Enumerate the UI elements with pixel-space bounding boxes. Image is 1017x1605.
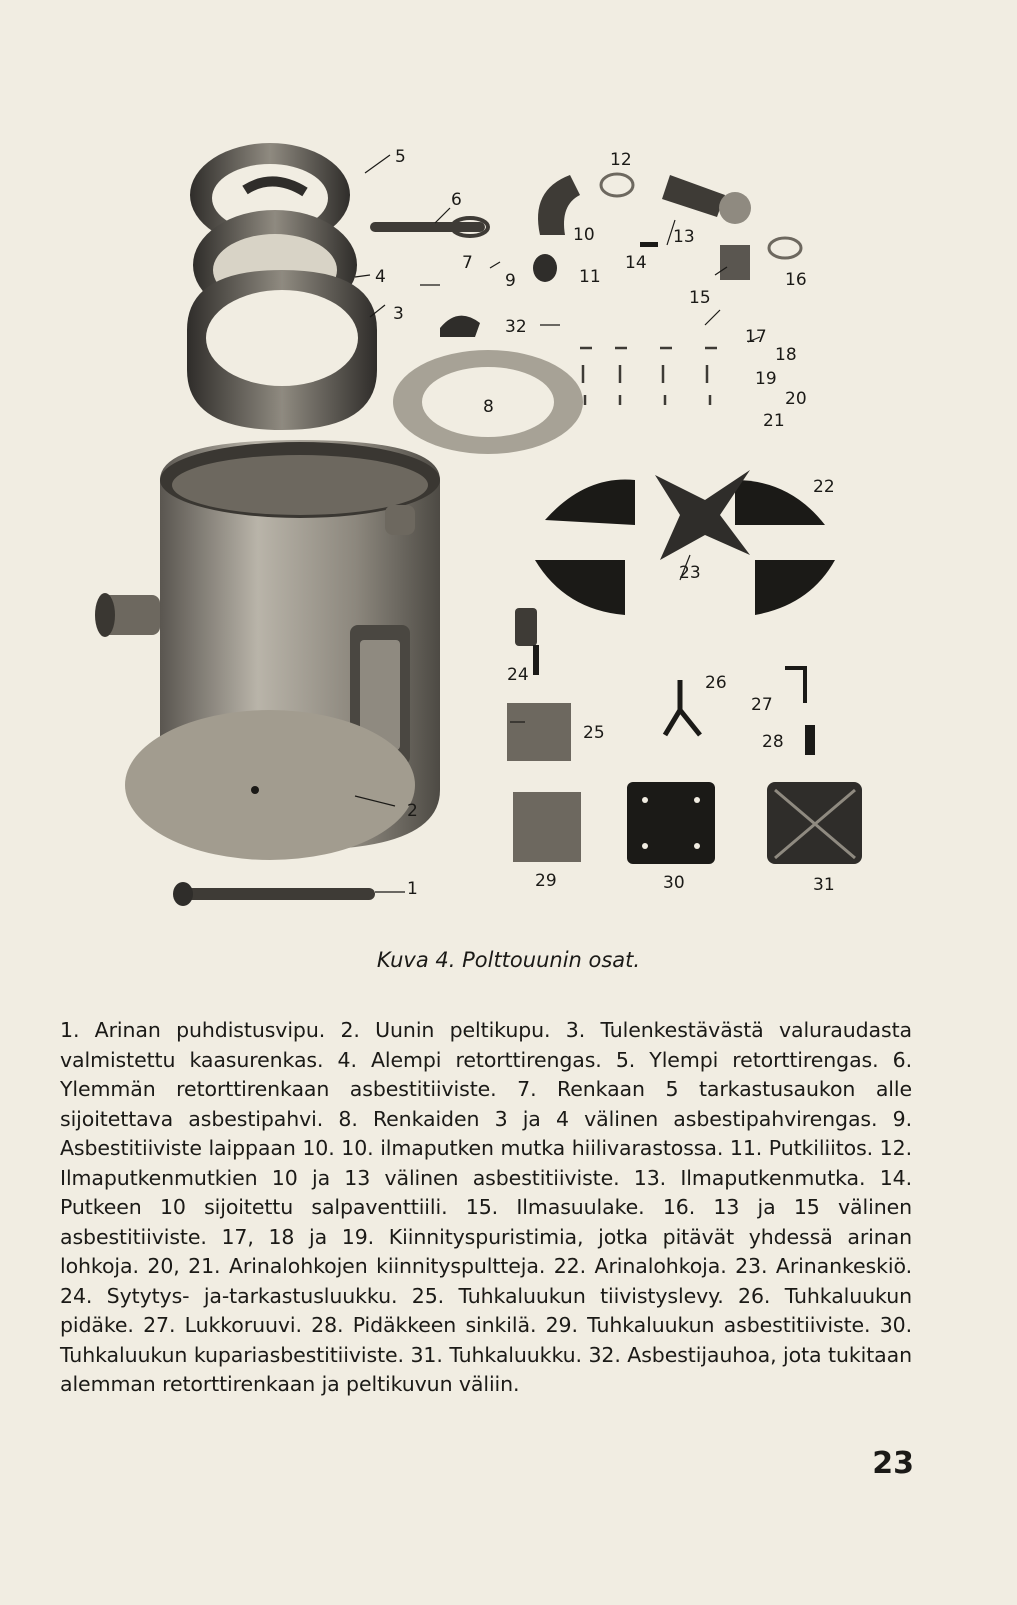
label-part-14: 14 [625,253,647,273]
cleaning-lever-part-6 [370,218,488,236]
label-part-18: 18 [775,345,797,365]
asbestos-powder-part-32 [440,316,480,337]
page-number: 23 [872,1446,914,1481]
label-part-2: 2 [407,801,418,821]
label-part-29: 29 [535,871,557,891]
label-part-3: 3 [393,304,404,324]
label-part-6: 6 [451,190,462,210]
sealing-plate-part-25 [507,703,571,761]
gas-ring-part-3 [187,270,377,430]
label-part-31: 31 [813,875,835,895]
label-part-19: 19 [755,369,777,389]
label-part-23: 23 [679,563,701,583]
label-part-30: 30 [663,873,685,893]
label-part-4: 4 [375,267,386,287]
label-part-10: 10 [573,225,595,245]
ash-door-part-31 [767,782,862,864]
clamps-parts-17-21 [580,348,717,405]
label-part-7: 7 [462,253,473,273]
lock-screw-part-27 [785,668,805,703]
label-part-22: 22 [813,477,835,497]
label-part-25: 25 [583,723,605,743]
label-part-12: 12 [610,150,632,170]
parts-illustration [95,120,895,950]
label-part-15: 15 [689,288,711,308]
label-part-21: 21 [763,411,785,431]
label-part-20: 20 [785,389,807,409]
staple-part-28 [805,725,815,755]
label-part-17: 17 [745,327,767,347]
label-part-26: 26 [705,673,727,693]
exploded-view-diagram [95,120,895,950]
label-part-28: 28 [762,732,784,752]
label-part-5: 5 [395,147,406,167]
stove-hood-part-2 [95,440,440,860]
label-part-9: 9 [505,271,516,291]
latch-part-26 [665,680,700,735]
label-part-27: 27 [751,695,773,715]
cleaning-rod-part-1 [173,882,375,906]
label-part-11: 11 [579,267,601,287]
ash-door-gasket-part-29 [513,792,581,862]
figure-caption: Kuva 4. Polttouunin osat. [376,948,641,972]
ash-door-copper-gasket-part-30 [627,782,715,864]
label-part-32: 32 [505,317,527,337]
label-part-8: 8 [483,397,494,417]
parts-legend: 1. Arinan puhdistusvipu. 2. Uunin peltikupu. 3. Tulenkestävästä valuraudasta valmistettu kaasurenkas. 4. Alempi retorttirengas. 5. Ylempi retorttirengas. 6. Ylemmän retorttirenkaan asbestitiiviste. 7. Renkaan 5 tarkastusaukon alle sijoitettava asbestipahvi. 8. Renkaiden 3 ja 4 välinen asbestipahvirengas. 9. Asbestitiiviste laippaan 10. 10. ilmaputken mutka hiilivarastossa. 11. Putkiliitos. 12. Ilmaputkenmutkien 10 ja 13 välinen asbestitiiviste. 13. Ilmaputkenmutka. 14. Putkeen 10 sijoitettu salpaventtiili. 15. Ilmasuulake. 16. 13 ja 15 välinen asbestitiiviste. 17, 18 ja 19. Kiinnityspuristimia, jotka pitävät yhdessä arinan lohkoja. 20, 21. Arinalohkojen kiinnityspultteja. 22. Arinalohkoja. 23. Arinankeskiö. 24. Sytytys- ja-tarkastusluukku. 25. Tuhkaluukun tiivistyslevy. 26. Tuhkaluukun pidäke. 27. Lukkoruuvi. 28. Pidäkkeen sinkilä. 29. Tuhkaluukun asbestitiiviste. 30. Tuhkaluukun kupariasbestitiiviste. 31. Tuhkaluukku. 32. Asbestijauhoa, jota tukitaan alemman retorttirenkaan ja peltikuvun väliin. [60,1018,912,1396]
label-part-1: 1 [407,879,418,899]
label-part-13: 13 [673,227,695,247]
label-part-16: 16 [785,270,807,290]
label-part-24: 24 [507,665,529,685]
